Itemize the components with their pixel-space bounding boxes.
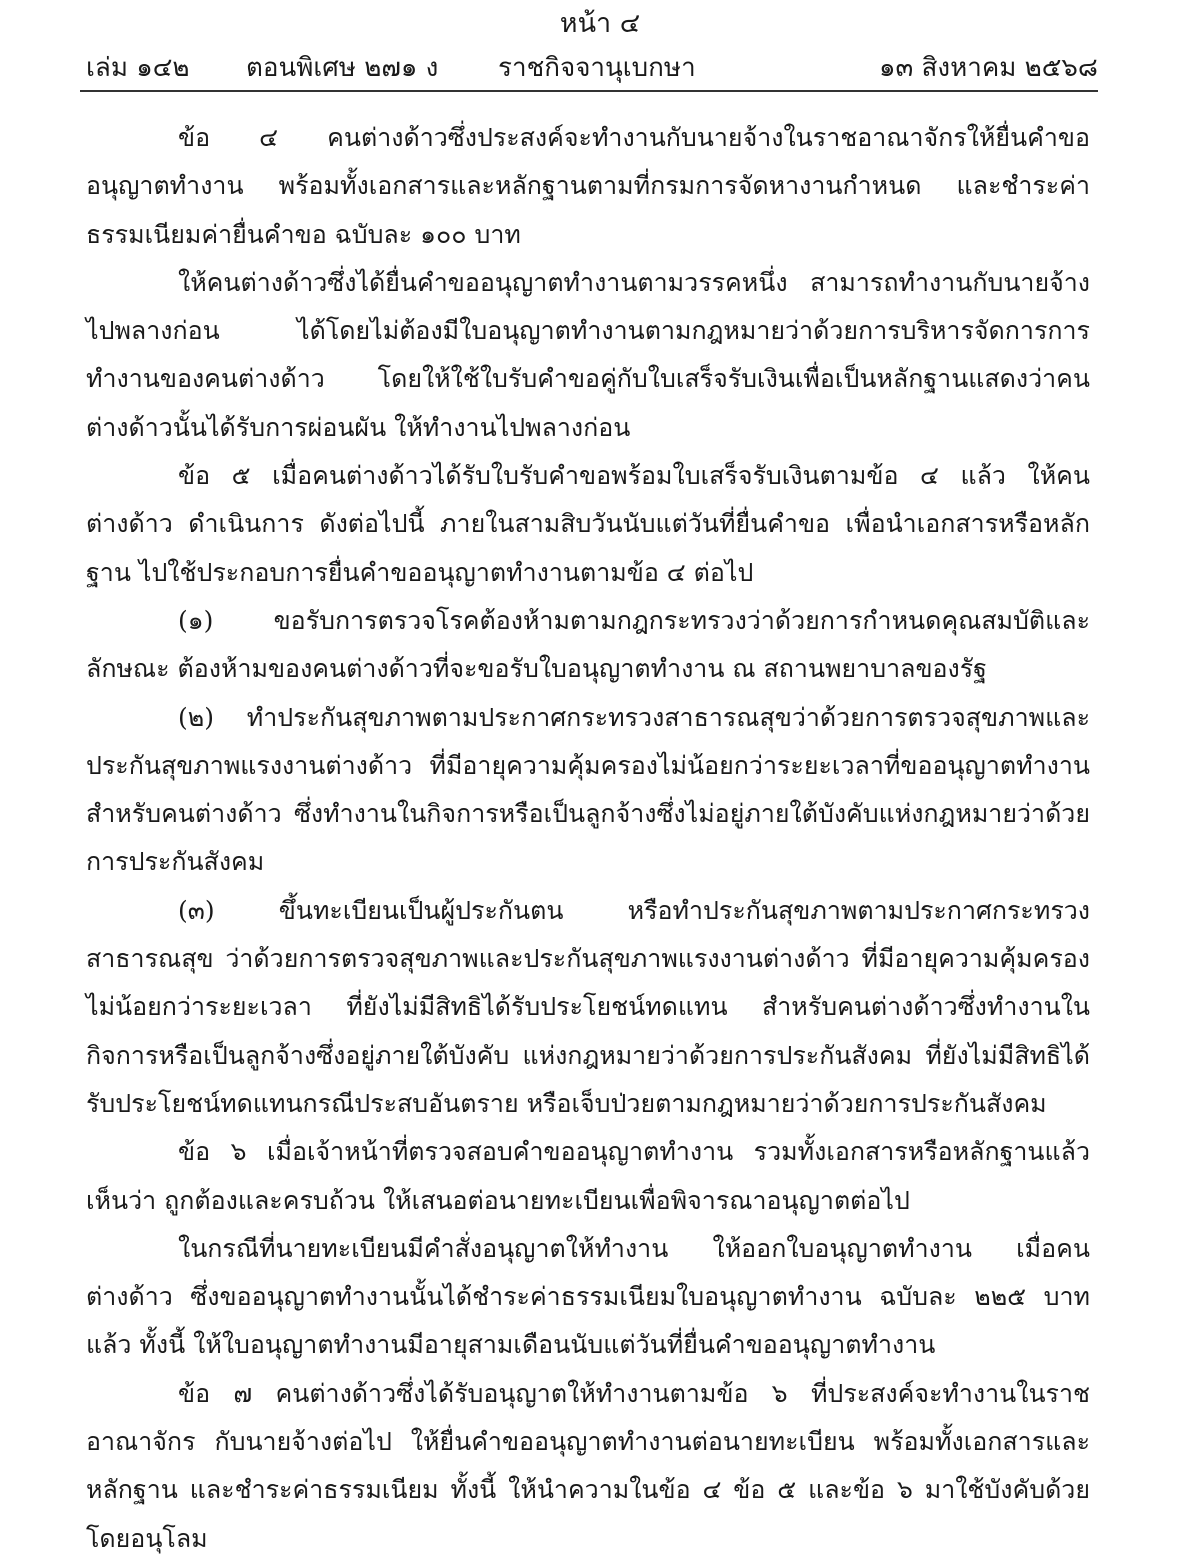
paragraph-section-7: ข้อ ๗ คนต่างด้าวซึ่งได้รับอนุญาตให้ทำงานตามข้อ ๖ ที่ประสงค์จะทำงานในราชอาณาจักร กับนายจ้างต่อไป ให้ยื่นคำขออนุญาตทำงานต่อนายทะเบียน พร้อมทั้งเอกสารและหลักฐาน และชำระค่าธรรมเนียม ทั้งนี้ ให้นำความในข้อ ๔ ข้อ ๕ และข้อ ๖ มาใช้บังคับด้วยโดยอนุโลม	[86, 1378, 1090, 1553]
paragraph-section-5-item-2: (๒) ทำประกันสุขภาพตามประกาศกระทรวงสาธารณสุขว่าด้วยการตรวจสุขภาพและ ประกันสุขภาพแรงงานต่างด้าว ที่มีอายุความคุ้มครองไม่น้อยกว่าระยะเวลาที่ขออนุญาตทำงาน สำหรับคนต่างด้าว ซึ่งทำงานในกิจการหรือเป็นลูกจ้างซึ่งไม่อยู่ภายใต้บังคับแห่งกฎหมายว่าด้วยการประกันสังคม	[86, 702, 1090, 877]
header-divider	[80, 90, 1098, 92]
paragraph-section-5-item-1: (๑) ขอรับการตรวจโรคต้องห้ามตามกฎกระทรวงว่าด้วยการกำหนดคุณสมบัติและลักษณะ ต้องห้ามของคนต่างด้าวที่จะขอรับใบอนุญาตทำงาน ณ สถานพยาบาลของรัฐ	[86, 605, 1090, 684]
paragraph-section-5: ข้อ ๕ เมื่อคนต่างด้าวได้รับใบรับคำขอพร้อมใบเสร็จรับเงินตามข้อ ๔ แล้ว ให้คนต่างด้าว ดำเนินการ ดังต่อไปนี้ ภายในสามสิบวันนับแต่วันที่ยื่นคำขอ เพื่อนำเอกสารหรือหลักฐาน ไปใช้ประกอบการยื่นคำขออนุญาตทำงานตามข้อ ๔ ต่อไป	[86, 461, 1090, 587]
paragraph-section-6: ข้อ ๖ เมื่อเจ้าหน้าที่ตรวจสอบคำขออนุญาตทำงาน รวมทั้งเอกสารหรือหลักฐานแล้วเห็นว่า ถูกต้องและครบถ้วน ให้เสนอต่อนายทะเบียนเพื่อพิจารณาอนุญาตต่อไป	[86, 1137, 1090, 1215]
gazette-name: ราชกิจจานุเบกษา	[498, 53, 696, 83]
document-body	[86, 114, 1090, 1563]
paragraph-section-4-second: ให้คนต่างด้าวซึ่งได้ยื่นคำขออนุญาตทำงานตามวรรคหนึ่ง สามารถทำงานกับนายจ้างไปพลางก่อน ได้โดยไม่ต้องมีใบอนุญาตทำงานตามกฎหมายว่าด้วยการบริหารจัดการการทำงานของคนต่างด้าว โดยให้ใช้ใบรับคำขอคู่กับใบเสร็จรับเงินเพื่อเป็นหลักฐานแสดงว่าคนต่างด้าวนั้นได้รับการผ่อนผัน ให้ทำงานไปพลางก่อน	[86, 267, 1090, 442]
paragraph-section-6-second: ในกรณีที่นายทะเบียนมีคำสั่งอนุญาตให้ทำงาน ให้ออกใบอนุญาตทำงาน เมื่อคนต่างด้าว ซึ่งขออนุญาตทำงานนั้นได้ชำระค่าธรรมเนียมใบอนุญาตทำงาน ฉบับละ ๒๒๕ บาท แล้ว ทั้งนี้ ให้ใบอนุญาตทำงานมีอายุสามเดือนนับแต่วันที่ยื่นคำขออนุญาตทำงาน	[86, 1233, 1090, 1360]
gazette-header	[86, 48, 1098, 88]
volume-number: เล่ม ๑๔๒	[86, 53, 190, 83]
paragraph-section-4: ข้อ ๔ คนต่างด้าวซึ่งประสงค์จะทำงานกับนายจ้างในราชอาณาจักรให้ยื่นคำขออนุญาตทำงาน พร้อมทั้งเอกสารและหลักฐานตามที่กรมการจัดหางานกำหนด และชำระค่าธรรมเนียมค่ายื่นคำขอ ฉบับละ ๑๐๐ บาท	[86, 123, 1090, 249]
page-number: หน้า ๔	[559, 8, 641, 39]
publication-date: ๑๓ สิงหาคม ๒๕๖๘	[878, 53, 1098, 83]
paragraph-section-5-item-3: (๓) ขึ้นทะเบียนเป็นผู้ประกันตน หรือทำประกันสุขภาพตามประกาศกระทรวงสาธารณสุข ว่าด้วยการตรวจสุขภาพและประกันสุขภาพแรงงานต่างด้าว ที่มีอายุความคุ้มครองไม่น้อยกว่าระยะเวลา ที่ยังไม่มีสิทธิได้รับประโยชน์ทดแทน สำหรับคนต่างด้าวซึ่งทำงานในกิจการหรือเป็นลูกจ้างซึ่งอยู่ภายใต้บังคับ แห่งกฎหมายว่าด้วยการประกันสังคม ที่ยังไม่มีสิทธิได้รับประโยชน์ทดแทนกรณีประสบอันตราย หรือเจ็บป่วยตามกฎหมายว่าด้วยการประกันสังคม	[86, 895, 1090, 1118]
issue-number: ตอนพิเศษ ๒๗๑ ง	[246, 53, 439, 83]
